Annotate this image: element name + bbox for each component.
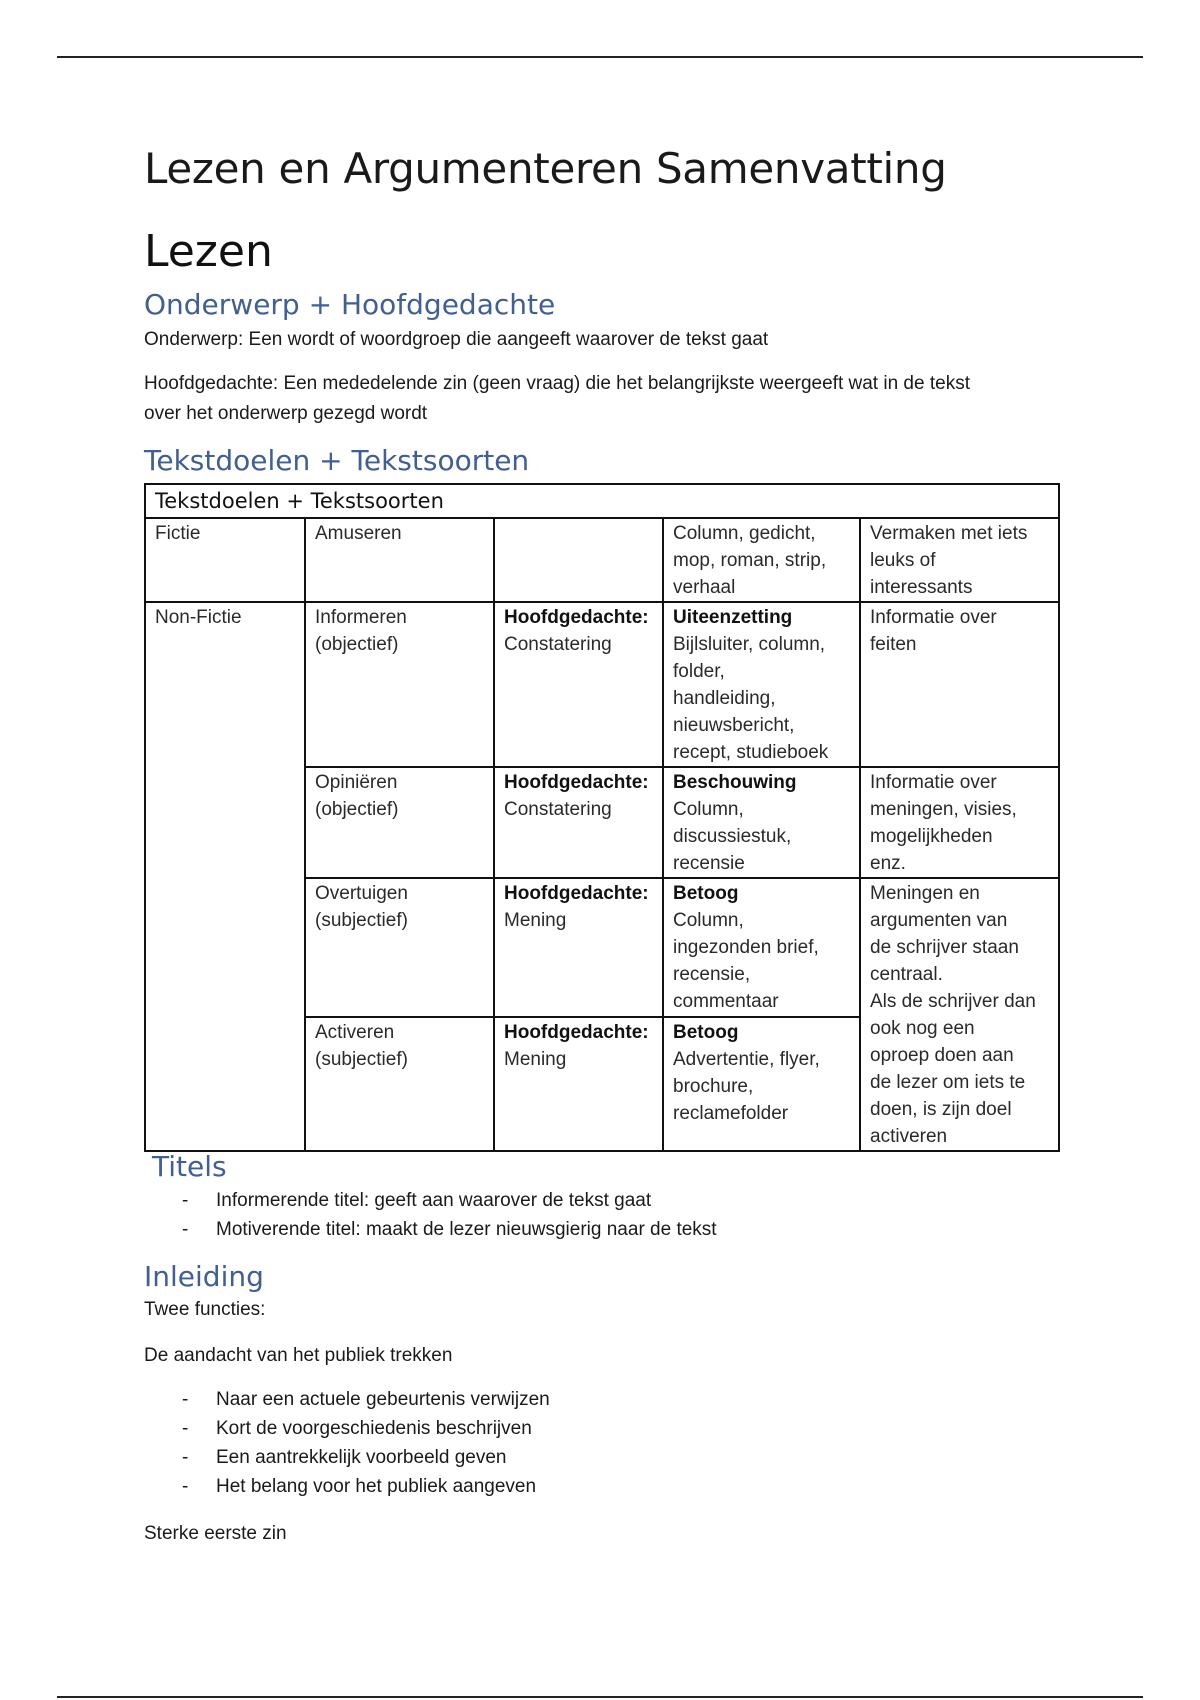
dash-bullet-icon: - [182,1447,189,1468]
heading-inleiding: Inleiding [144,1260,264,1293]
list-item: - Informerende titel: geeft aan waarover de tekst gaat [144,1186,1044,1215]
dash-bullet-icon: - [182,1389,189,1410]
inleiding-closing: Sterke eerste zin [144,1523,287,1544]
cell-hoofdgedachte-overtuigen: Hoofdgedachte: Mening [494,878,663,1017]
paragraph-hoofdgedachte-line1: Hoofdgedachte: Een mededelende zin (geen vraag) die het belangrijkste weergeeft wat in de tekst [144,373,970,394]
cell-type-uiteenzetting: Uiteenzetting Bijlsluiter, column, folder, handleiding, nieuwsbericht, recept, studieboek [663,602,860,767]
table-row-fictie [145,518,1059,602]
cell-description-fictie: Vermaken met iets leuks of interessants [860,518,1059,602]
dash-bullet-icon: - [182,1190,189,1211]
header-rule [57,56,1143,58]
cell-hoofdgedachte-activeren: Hoofdgedachte: Mening [494,1017,663,1152]
cell-examples-fictie: Column, gedicht, mop, roman, strip, verhaal [663,518,860,602]
tekstdoelen-table [144,483,1060,1152]
inleiding-intro: Twee functies: [144,1299,266,1320]
inleiding-subheading: De aandacht van het publiek trekken [144,1345,453,1366]
dash-bullet-icon: - [182,1476,189,1497]
table-caption-row [145,484,1059,518]
paragraph-hoofdgedachte [144,369,970,429]
heading-titels: Titels [152,1150,227,1183]
cell-goal-overtuigen: Overtuigen (subjectief) [305,878,494,1017]
cell-description-betoog: Meningen en argumenten van de schrijver staan centraal. Als de schrijver dan ook nog een oproep doen aan de lezer om iets te doen, is zijn doel activeren [860,878,1059,1151]
section-heading-lezen: Lezen [144,226,273,277]
heading-onderwerp: Onderwerp + Hoofdgedachte [144,288,556,321]
cell-type-beschouwing: Beschouwing Column, discussiestuk, recensie [663,767,860,878]
list-item: - Kort de voorgeschiedenis beschrijven [144,1414,1044,1443]
list-item: - Motiverende titel: maakt de lezer nieuwsgierig naar de tekst [144,1215,1044,1244]
cell-type-betoog-activeren: Betoog Advertentie, flyer, brochure, reclamefolder [663,1017,860,1152]
paragraph-onderwerp: Onderwerp: Een wordt of woordgroep die aangeeft waarover de tekst gaat [144,329,769,350]
table-caption: Tekstdoelen + Tekstsoorten [145,484,1059,518]
heading-tekstdoelen: Tekstdoelen + Tekstsoorten [144,444,530,477]
cell-description-informeren: Informatie over feiten [860,602,1059,767]
cell-goal-activeren: Activeren (subjectief) [305,1017,494,1152]
titels-list [144,1186,1044,1244]
dash-bullet-icon: - [182,1219,189,1240]
dash-bullet-icon: - [182,1418,189,1439]
table-row-informeren [145,602,1059,767]
list-item: - Naar een actuele gebeurtenis verwijzen [144,1385,1044,1414]
cell-goal-informeren: Informeren (objectief) [305,602,494,767]
cell-hoofdgedachte-informeren: Hoofdgedachte: Constatering [494,602,663,767]
cell-hoofdgedachte-opinieren: Hoofdgedachte: Constatering [494,767,663,878]
paragraph-hoofdgedachte-line2: over het onderwerp gezegd wordt [144,403,428,424]
cell-description-opinieren: Informatie over meningen, visies, mogelijkheden enz. [860,767,1059,878]
cell-category-nonfictie: Non-Fictie [145,602,305,1151]
inleiding-list [144,1385,1044,1501]
cell-category-fictie: Fictie [145,518,305,602]
cell-type-betoog-overtuigen: Betoog Column, ingezonden brief, recensie, commentaar [663,878,860,1017]
list-item: - Een aantrekkelijk voorbeeld geven [144,1443,1044,1472]
cell-goal-opinieren: Opiniëren (objectief) [305,767,494,878]
document-title: Lezen en Argumenteren Samenvatting [144,144,947,193]
footer-rule [57,1696,1143,1698]
list-item: - Het belang voor het publiek aangeven [144,1472,1044,1501]
cell-kind-empty [494,518,663,602]
cell-goal-amuseren: Amuseren [305,518,494,602]
